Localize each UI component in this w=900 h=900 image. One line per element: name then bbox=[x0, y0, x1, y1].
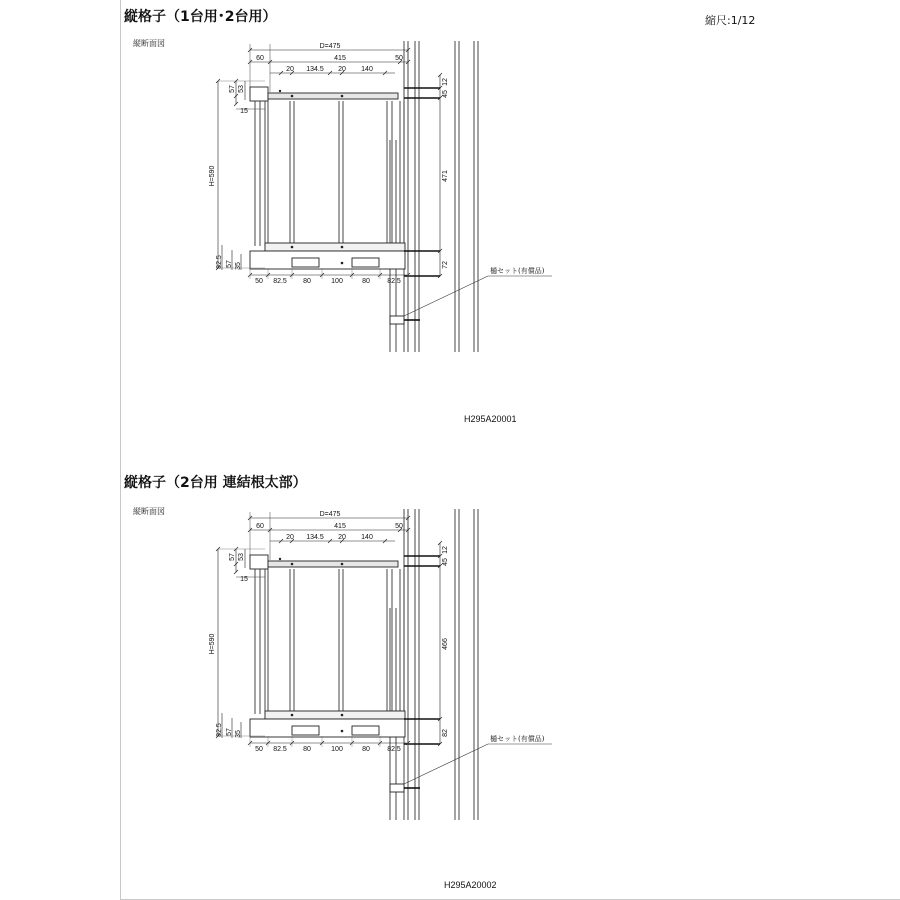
depth-total-label: D=475 bbox=[319, 43, 341, 50]
gap-label: 134.5 bbox=[306, 66, 324, 73]
top-dim-label: 53 bbox=[238, 553, 245, 561]
callout-leader bbox=[404, 744, 488, 784]
bottom-beam bbox=[265, 711, 405, 719]
callout-label: 樋セット(有償品) bbox=[490, 267, 545, 275]
bolt-mark bbox=[341, 730, 344, 733]
bottom-width-label: 100 bbox=[331, 746, 343, 753]
wall-dim-label: 471 bbox=[442, 170, 449, 182]
offset-label: 15 bbox=[240, 576, 248, 583]
left-width-label: 60 bbox=[256, 55, 264, 62]
section-2-drawing-code: H295A20002 bbox=[444, 880, 497, 890]
bolt-mark bbox=[291, 714, 294, 717]
top-dim-label: 53 bbox=[238, 85, 245, 93]
right-width-label: 50 bbox=[395, 523, 403, 530]
gap-label: 134.5 bbox=[306, 534, 324, 541]
bottom-dim-label: 35 bbox=[235, 730, 242, 738]
bottom-width-label: 82.5 bbox=[387, 746, 401, 753]
wall-dim-label: 466 bbox=[442, 638, 449, 650]
top-end-block bbox=[250, 555, 268, 569]
top-beam bbox=[268, 561, 398, 567]
gutter-fitting bbox=[390, 784, 404, 792]
gap-label: 140 bbox=[361, 66, 373, 73]
bottom-slot bbox=[292, 726, 319, 735]
bottom-width-label: 100 bbox=[331, 278, 343, 285]
bottom-dim-label: 57 bbox=[226, 260, 233, 268]
bottom-width-label: 80 bbox=[362, 746, 370, 753]
bottom-width-label: 50 bbox=[255, 746, 263, 753]
bottom-width-label: 80 bbox=[303, 746, 311, 753]
wall-dim-label: 12 bbox=[442, 78, 449, 86]
scale-label: 縮尺:1/12 bbox=[705, 14, 756, 27]
bottom-slot bbox=[352, 726, 379, 735]
gap-label: 20 bbox=[338, 66, 346, 73]
bottom-frame bbox=[250, 719, 405, 737]
height-label: H=590 bbox=[209, 633, 216, 655]
section-1-drawing-code: H295A20001 bbox=[464, 414, 517, 424]
left-width-label: 60 bbox=[256, 523, 264, 530]
bottom-dim-label: 57 bbox=[226, 728, 233, 736]
gap-label: 20 bbox=[338, 534, 346, 541]
gap-label: 140 bbox=[361, 534, 373, 541]
bottom-width-label: 82.5 bbox=[273, 746, 287, 753]
gap-label: 20 bbox=[286, 66, 294, 73]
bolt-mark bbox=[341, 563, 344, 566]
bottom-width-label: 50 bbox=[255, 278, 263, 285]
bolt-mark bbox=[291, 563, 294, 566]
section-1-subtitle: 縦断面図 bbox=[133, 39, 165, 48]
section-2-title: 縦格子（2台用 連結根太部） bbox=[124, 475, 307, 491]
inner-width-label: 415 bbox=[334, 523, 346, 530]
bottom-width-label: 80 bbox=[362, 278, 370, 285]
wall-dim-label: 12 bbox=[442, 546, 449, 554]
right-width-label: 50 bbox=[395, 55, 403, 62]
depth-total-label: D=475 bbox=[319, 511, 341, 518]
wall-dim-label: 45 bbox=[442, 90, 449, 98]
top-dim-label: 57 bbox=[229, 553, 236, 561]
height-label: H=590 bbox=[209, 165, 216, 187]
wall-dim-label: 82 bbox=[442, 729, 449, 737]
bottom-width-label: 82.5 bbox=[273, 278, 287, 285]
bottom-dim-label: 82.5 bbox=[216, 255, 223, 269]
wall-dim-label: 45 bbox=[442, 558, 449, 566]
section-2-subtitle: 縦断面図 bbox=[133, 507, 165, 516]
callout-label: 樋セット(有償品) bbox=[490, 735, 545, 743]
bottom-dim-label: 35 bbox=[235, 262, 242, 270]
gap-label: 20 bbox=[286, 534, 294, 541]
offset-label: 15 bbox=[240, 108, 248, 115]
bottom-width-label: 80 bbox=[303, 278, 311, 285]
bottom-dim-label: 82.5 bbox=[216, 723, 223, 737]
bolt-mark bbox=[341, 714, 344, 717]
wall-dim-label: 72 bbox=[442, 261, 449, 269]
section-1-title: 縦格子（1台用･2台用） bbox=[124, 9, 277, 25]
inner-width-label: 415 bbox=[334, 55, 346, 62]
top-dim-label: 57 bbox=[229, 85, 236, 93]
bottom-width-label: 82.5 bbox=[387, 278, 401, 285]
bolt-mark bbox=[279, 558, 281, 560]
